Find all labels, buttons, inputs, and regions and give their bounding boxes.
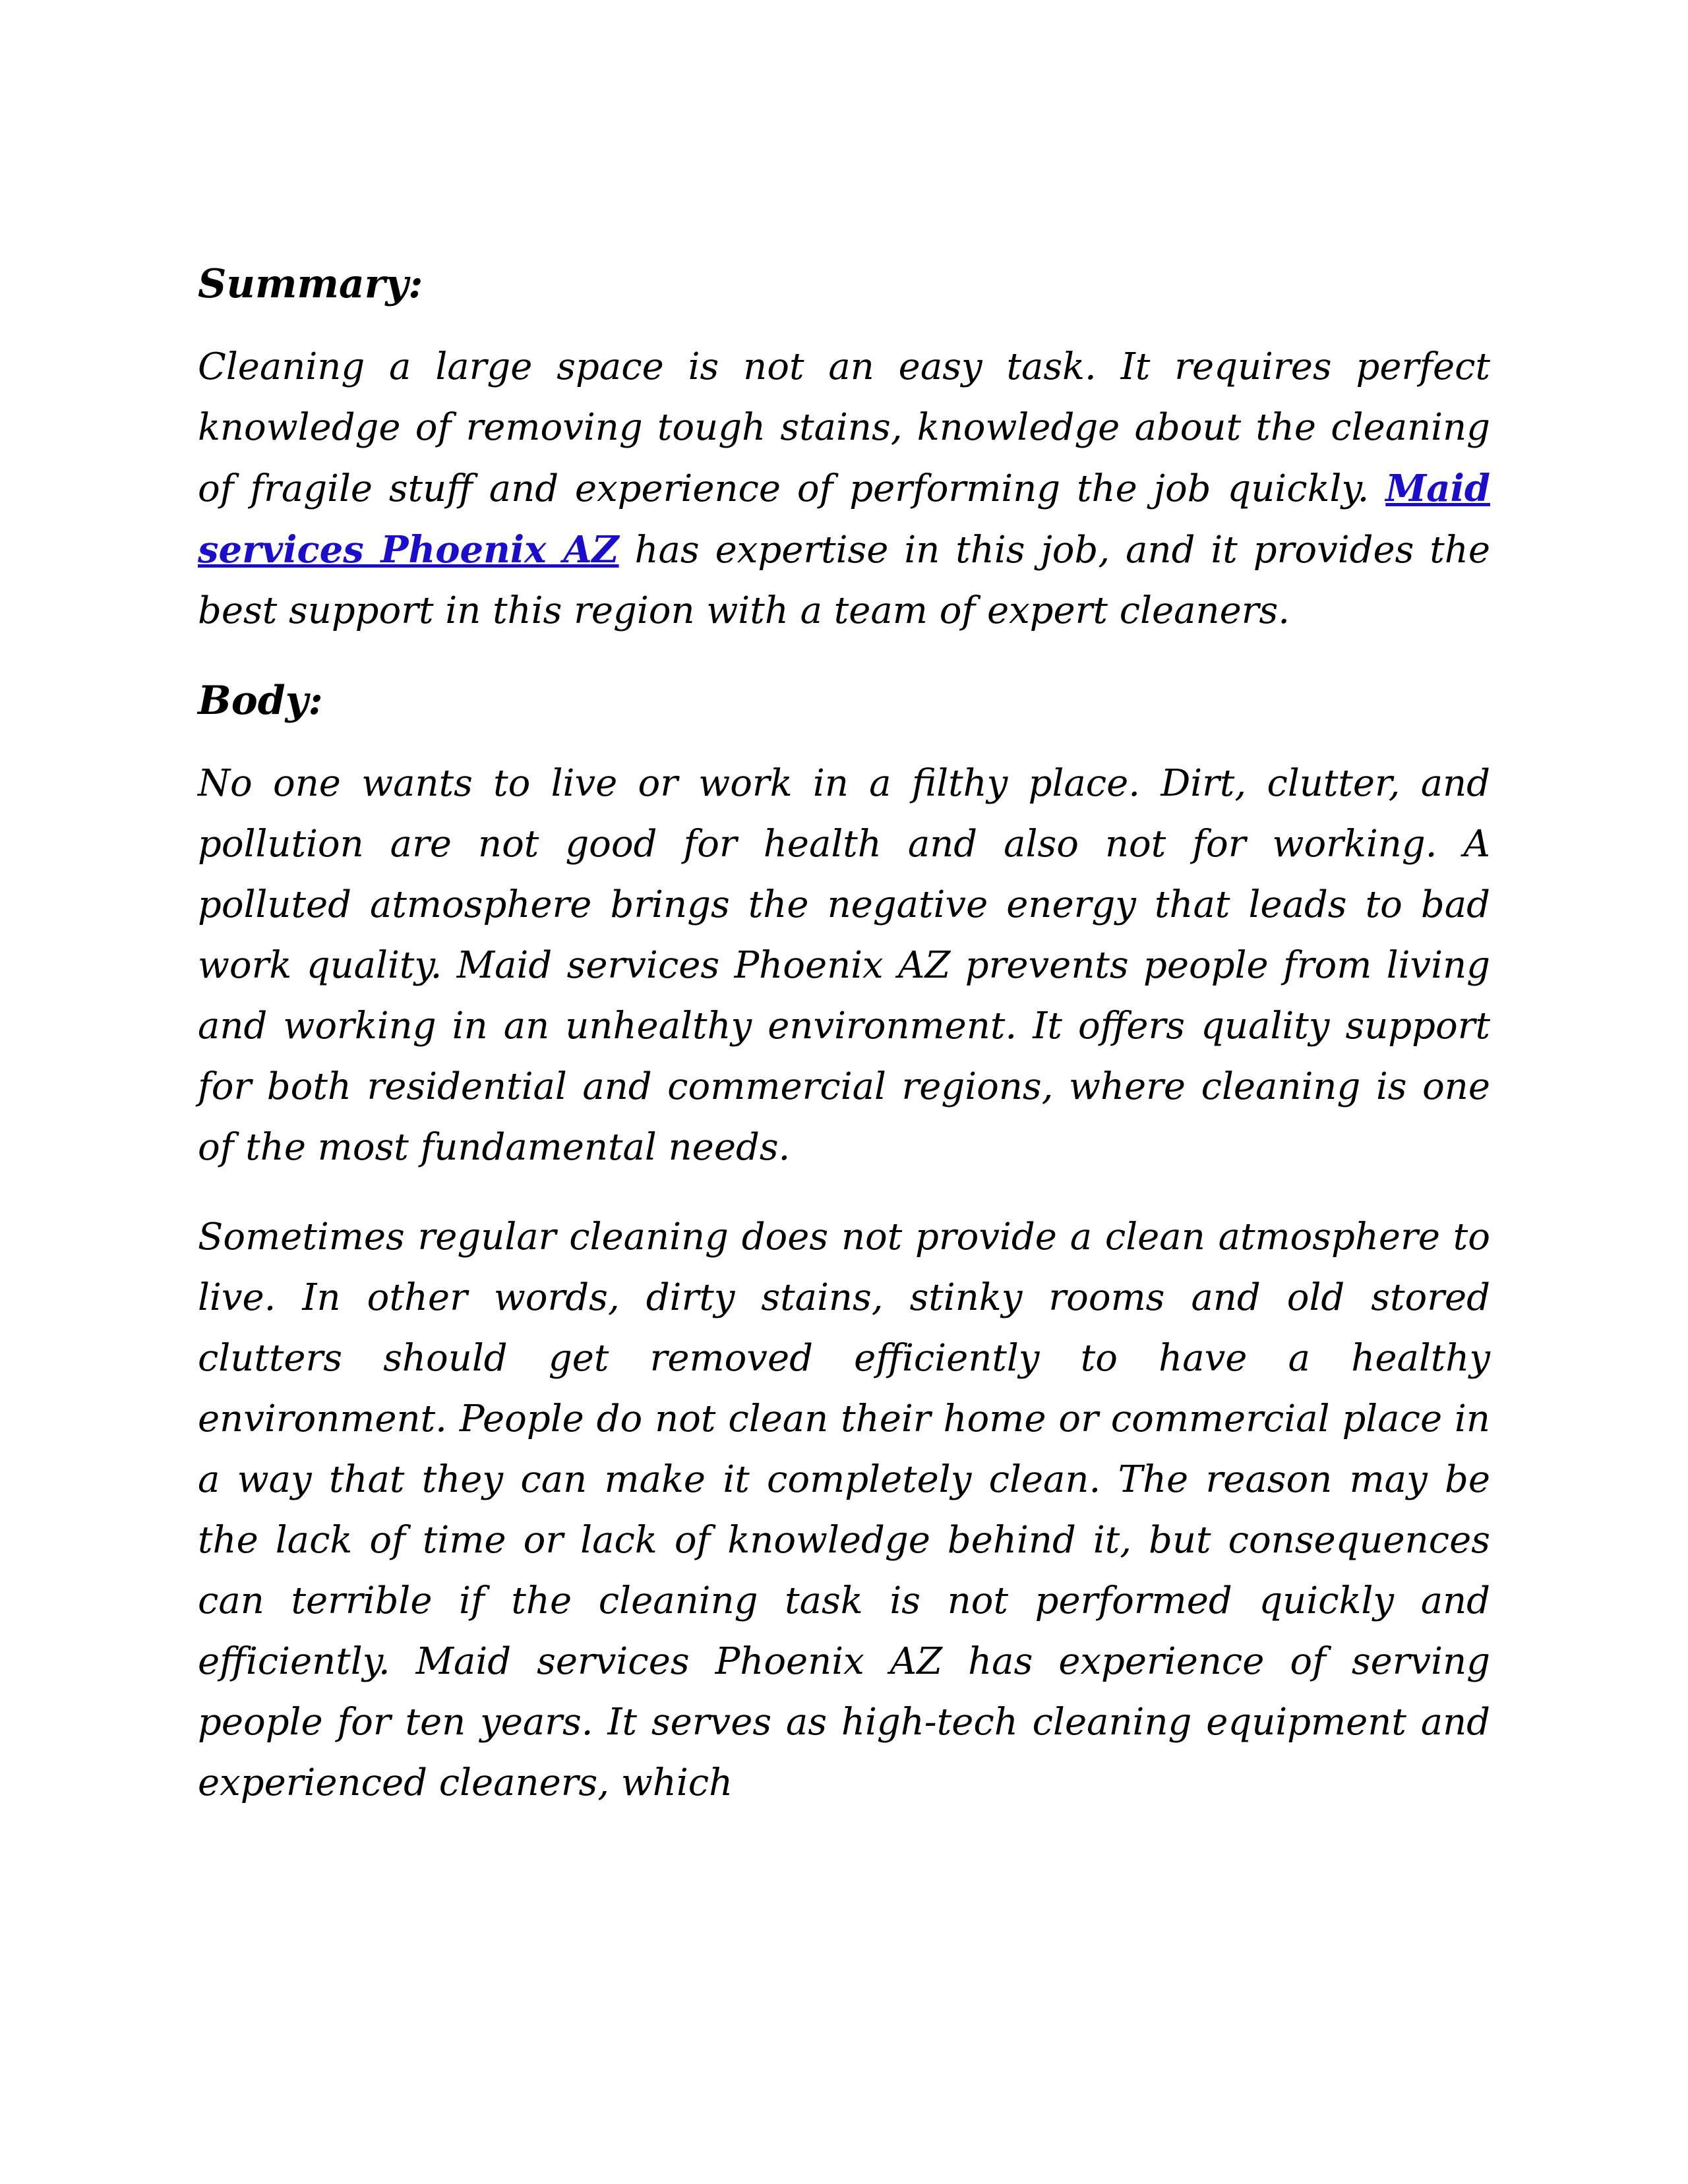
body-paragraph-2: Sometimes regular cleaning does not provide a clean atmosphere to live. In other words, dirty stains, stinky rooms and old stored clutters should get removed efficiently to have a healthy environment. People do not clean their home or commercial place in a way that they can make it completely clean. The reason may be the lack of time or lack of knowledge behind it, but consequences can terrible if the cleaning task is not performed quickly and efficiently. Maid services Phoenix AZ has experience of serving people for ten years. It serves as high-tech cleaning equipment and experienced cleaners, which: [198, 1216, 1490, 1804]
body-paragraph-1: No one wants to live or work in a filthy place. Dirt, clutter, and pollution are not good for health and also not for working. A polluted atmosphere brings the negative energy that leads to bad work quality. Maid services Phoenix AZ prevents people from living and working in an unhealthy environment. It offers quality support for both residential and commercial regions, where cleaning is one of the most fundamental needs.: [198, 762, 1490, 1169]
maid-services-link[interactable]: Maid services Phoenix AZ: [198, 467, 1490, 572]
body-heading: Body:: [198, 678, 323, 724]
summary-text-after-link: has expertise in this job, and it provides the best support in this region with a team of expert cleaners.: [198, 529, 1490, 632]
summary-paragraph: [198, 337, 1490, 641]
summary-heading: Summary:: [198, 261, 423, 307]
summary-text-before-link: Cleaning a large space is not an easy task. It requires perfect knowledge of removing tough stains, knowledge about the cleaning of fragile stuff and experience of performing the job quickly.: [198, 345, 1490, 510]
document-content: [198, 254, 1490, 1843]
